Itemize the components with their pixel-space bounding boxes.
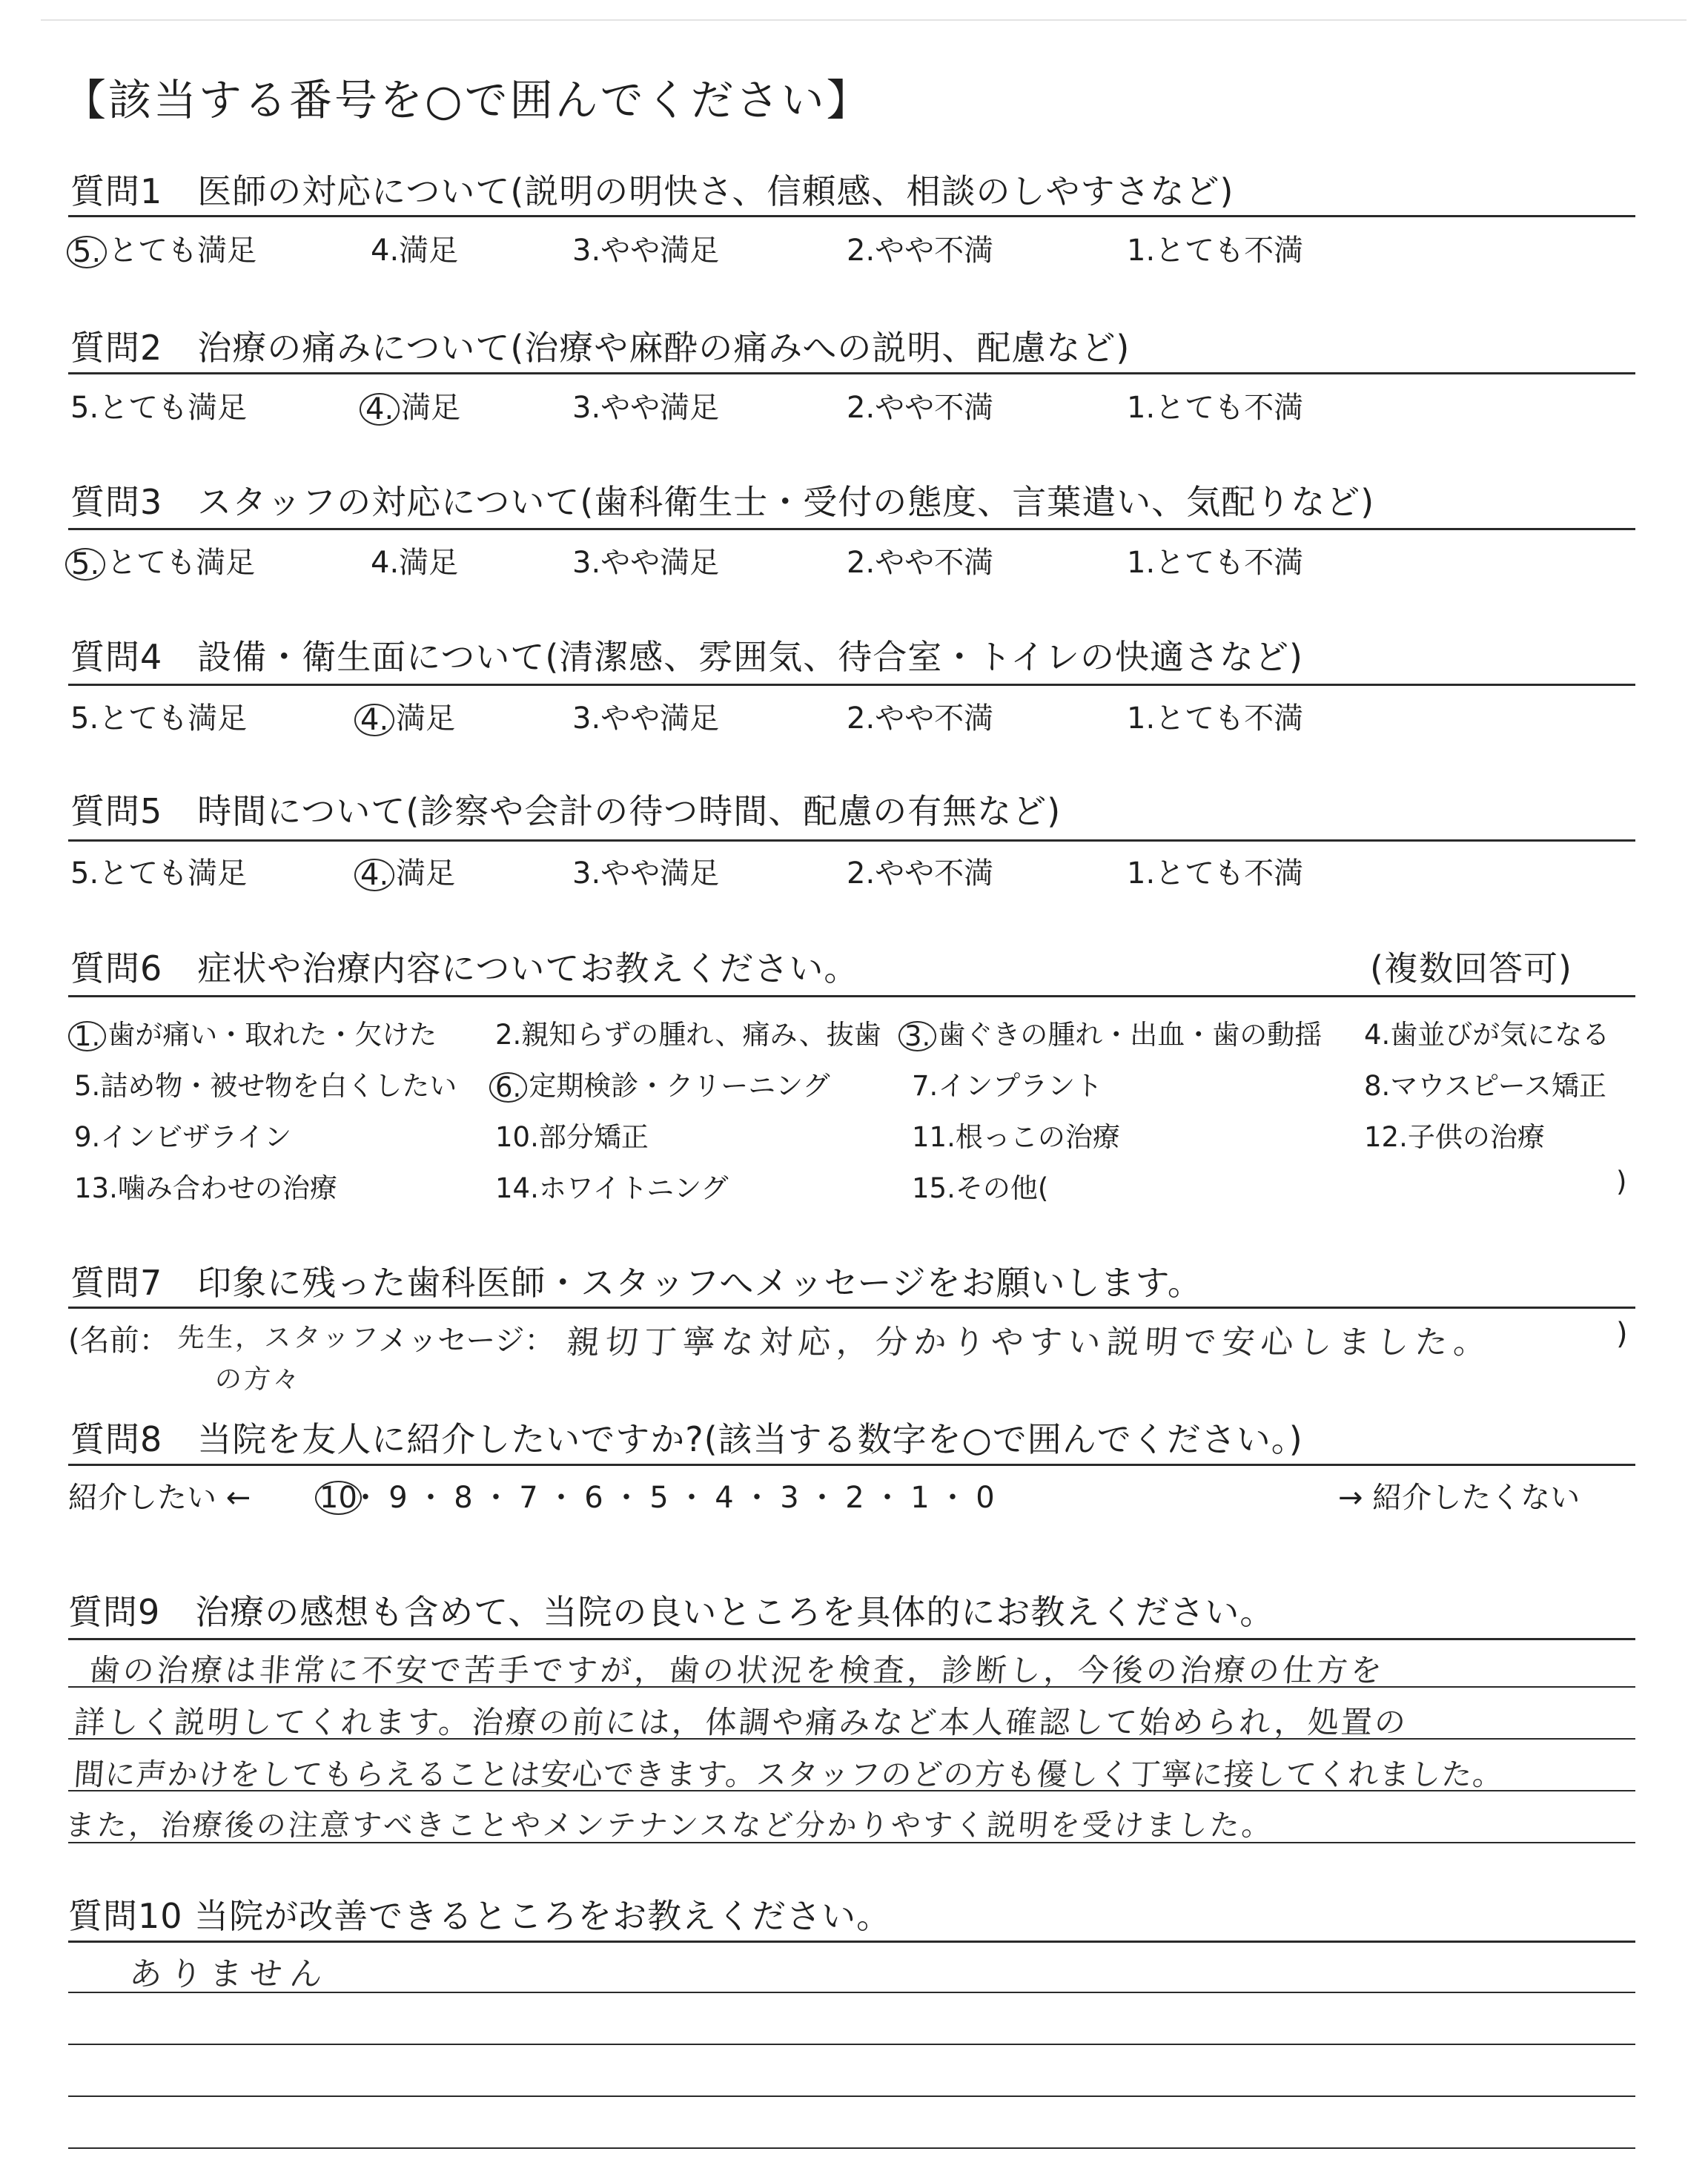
q6-item-8[interactable]: 8.マウスピース矯正 bbox=[1364, 1070, 1606, 1102]
q8-selected-mark: 10 bbox=[315, 1481, 362, 1515]
q1-option-5[interactable]: 5. とても満足 bbox=[67, 227, 256, 269]
q6-item-3-mark: 3. bbox=[898, 1021, 936, 1051]
q8-scale-6[interactable]: 6 bbox=[584, 1481, 603, 1515]
q4-option-3[interactable]: 3.やや満足 bbox=[572, 701, 720, 736]
q1-title: 質問1 医師の対応について(説明の明快さ、信頼感、相談のしやすさなど) bbox=[70, 171, 1234, 211]
q8-scale-10[interactable] bbox=[315, 1481, 357, 1515]
q8-scale-separator: ・ bbox=[807, 1481, 837, 1515]
q5-option-3[interactable]: 3.やや満足 bbox=[572, 856, 720, 891]
q6-item-1-mark: 1. bbox=[68, 1021, 106, 1051]
q8-scale-4[interactable]: 4 bbox=[715, 1481, 734, 1515]
q7-message-value[interactable]: 親切丁寧な対応，分かりやすい説明で安心しました。 bbox=[565, 1324, 1494, 1361]
q8-scale[interactable] bbox=[315, 1474, 1003, 1516]
q6-item-10[interactable]: 10.部分矯正 bbox=[495, 1121, 649, 1153]
q6-item-6[interactable]: 6. 定期検診・クリーニング bbox=[489, 1063, 830, 1103]
q8-scale-separator: ・ bbox=[351, 1481, 380, 1515]
q10-rule bbox=[68, 1941, 1635, 1943]
q10-rule-3 bbox=[68, 2095, 1635, 2097]
q3-option-2[interactable]: 2.やや不満 bbox=[847, 546, 994, 580]
q6-item-4[interactable]: 4.歯並びが気になる bbox=[1364, 1019, 1610, 1051]
q7-message-label: メッセージ： bbox=[378, 1324, 555, 1358]
q4-rule bbox=[68, 684, 1635, 686]
q9-line-4[interactable]: また，治療後の注意すべきことやメンテナンスなど分かりやすく説明を受けました。 bbox=[64, 1809, 1275, 1843]
q8-scale-7[interactable]: 7 bbox=[519, 1481, 538, 1515]
q7-close: ) bbox=[1616, 1317, 1628, 1351]
q8-left-label: 紹介したい ← bbox=[68, 1481, 251, 1515]
q10-rule-2 bbox=[68, 2044, 1635, 2045]
q8-scale-1[interactable]: 1 bbox=[910, 1481, 930, 1515]
q8-scale-separator: ・ bbox=[938, 1481, 967, 1515]
q3-rule bbox=[68, 528, 1635, 530]
q5-title: 質問5 時間について(診察や会計の待つ時間、配慮の有無など) bbox=[70, 791, 1062, 831]
q2-selected-mark: 4. bbox=[360, 393, 400, 426]
q6-multiple-note: (複数回答可) bbox=[1370, 948, 1572, 988]
q9-rule-2 bbox=[68, 1738, 1635, 1740]
q1-option-3[interactable]: 3.やや満足 bbox=[572, 234, 720, 268]
q9-rule-1 bbox=[68, 1686, 1635, 1688]
q4-option-5[interactable]: 5.とても満足 bbox=[70, 701, 248, 736]
q8-scale-separator: ・ bbox=[416, 1481, 446, 1515]
q6-item-12[interactable]: 12.子供の治療 bbox=[1364, 1121, 1545, 1153]
q8-scale-9[interactable]: 9 bbox=[388, 1481, 408, 1515]
q2-option-5[interactable]: 5.とても満足 bbox=[70, 391, 248, 425]
q10-title: 質問10 当院が改善できるところをお教えください。 bbox=[68, 1896, 892, 1936]
q7-rule bbox=[68, 1307, 1635, 1309]
q2-rule bbox=[68, 372, 1635, 374]
q8-scale-3[interactable]: 3 bbox=[780, 1481, 799, 1515]
q9-rule-4 bbox=[68, 1842, 1635, 1843]
q4-option-4[interactable]: 4. 満足 bbox=[354, 695, 455, 737]
q5-option-4[interactable]: 4. 満足 bbox=[354, 850, 455, 892]
q2-option-4[interactable]: 4. 満足 bbox=[360, 384, 460, 426]
q9-line-2[interactable]: 詳しく説明してくれます。治療の前には，体調や痛みなど本人確認して始められ，処置の bbox=[73, 1704, 1409, 1740]
q6-item-9[interactable]: 9.インビザライン bbox=[74, 1121, 292, 1153]
q4-title: 質問4 設備・衛生面について(清潔感、雰囲気、待合室・トイレの快適さなど) bbox=[70, 637, 1303, 677]
instruction-header: 【該当する番号を○で囲んでください】 bbox=[63, 75, 872, 125]
q4-selected-mark: 4. bbox=[354, 704, 394, 736]
q8-scale-separator: ・ bbox=[873, 1481, 902, 1515]
q10-answer[interactable]: ありません bbox=[128, 1955, 331, 1993]
q5-rule bbox=[68, 839, 1635, 842]
q9-line-3[interactable]: 間に声かけをしてもらえることは安心できます。スタッフのどの方も優しく丁寧に接してくれました。 bbox=[73, 1757, 1506, 1792]
q1-option-4[interactable]: 4.満足 bbox=[371, 234, 459, 268]
q8-scale-separator: ・ bbox=[742, 1481, 772, 1515]
q2-option-1[interactable]: 1.とても不満 bbox=[1127, 391, 1304, 425]
q4-option-1[interactable]: 1.とても不満 bbox=[1127, 701, 1304, 736]
q8-scale-separator: ・ bbox=[612, 1481, 641, 1515]
q10-rule-1 bbox=[68, 1992, 1635, 1993]
q2-option-2[interactable]: 2.やや不満 bbox=[847, 391, 994, 425]
q6-item-14[interactable]: 14.ホワイトニング bbox=[495, 1172, 729, 1204]
q10-rule-4 bbox=[68, 2147, 1635, 2149]
q1-option-1[interactable]: 1.とても不満 bbox=[1127, 234, 1304, 268]
q5-selected-mark: 4. bbox=[354, 859, 394, 891]
q9-rule bbox=[68, 1638, 1635, 1640]
q1-option-2[interactable]: 2.やや不満 bbox=[847, 234, 994, 268]
q6-other-close: ) bbox=[1616, 1166, 1627, 1198]
q6-item-6-mark: 6. bbox=[489, 1072, 527, 1103]
q8-scale-8[interactable]: 8 bbox=[454, 1481, 473, 1515]
q1-rule bbox=[68, 215, 1635, 217]
q8-scale-2[interactable]: 2 bbox=[845, 1481, 864, 1515]
q8-scale-0[interactable]: 0 bbox=[976, 1481, 995, 1515]
q7-title: 質問7 印象に残った歯科医師・スタッフへメッセージをお願いします。 bbox=[70, 1263, 1202, 1303]
q6-item-15[interactable]: 15.その他( bbox=[912, 1172, 1049, 1204]
q6-item-7[interactable]: 7.インプラント bbox=[912, 1070, 1103, 1102]
q1-selected-mark: 5. bbox=[67, 236, 107, 268]
q2-title: 質問2 治療の痛みについて(治療や麻酔の痛みへの説明、配慮など) bbox=[70, 328, 1131, 368]
q3-selected-mark: 5. bbox=[65, 548, 105, 581]
q8-scale-5[interactable]: 5 bbox=[649, 1481, 669, 1515]
q3-title: 質問3 スタッフの対応について(歯科衛生士・受付の態度、言葉遣い、気配りなど) bbox=[70, 482, 1375, 522]
q9-title: 質問9 治療の感想も含めて、当院の良いところを具体的にお教えください。 bbox=[68, 1592, 1275, 1632]
q6-item-1[interactable]: 1. 歯が痛い・取れた・欠けた bbox=[68, 1012, 437, 1052]
q6-item-3[interactable]: 3. 歯ぐきの腫れ・出血・歯の動揺 bbox=[898, 1012, 1322, 1052]
q5-option-5[interactable]: 5.とても満足 bbox=[70, 856, 248, 891]
q6-rule bbox=[68, 995, 1635, 997]
q5-option-1[interactable]: 1.とても不満 bbox=[1127, 856, 1304, 891]
q2-option-3[interactable]: 3.やや満足 bbox=[572, 391, 720, 425]
q3-option-5[interactable]: 5. とても満足 bbox=[65, 539, 255, 581]
top-edge-line bbox=[41, 19, 1687, 21]
q6-title: 質問6 症状や治療内容についてお教えください。 bbox=[70, 948, 859, 988]
q3-option-3[interactable]: 3.やや満足 bbox=[572, 546, 720, 580]
q5-option-2[interactable]: 2.やや不満 bbox=[847, 856, 994, 891]
q8-rule bbox=[68, 1464, 1635, 1466]
q7-name-value-line1[interactable]: 先生，スタッフ bbox=[176, 1323, 382, 1353]
q6-item-2[interactable]: 2.親知らずの腫れ、痛み、抜歯 bbox=[495, 1019, 881, 1051]
q6-item-5[interactable]: 5.詰め物・被せ物を白くしたい bbox=[74, 1070, 457, 1102]
q3-option-4[interactable]: 4.満足 bbox=[371, 546, 459, 580]
q7-name-value-line2[interactable]: の方々 bbox=[214, 1364, 303, 1395]
q8-scale-separator: ・ bbox=[546, 1481, 576, 1515]
q6-item-11[interactable]: 11.根っこの治療 bbox=[912, 1121, 1120, 1153]
q8-scale-separator: ・ bbox=[481, 1481, 511, 1515]
q6-item-13[interactable]: 13.噛み合わせの治療 bbox=[74, 1172, 337, 1204]
q8-right-label: → 紹介したくない bbox=[1338, 1481, 1580, 1515]
q4-option-2[interactable]: 2.やや不満 bbox=[847, 701, 994, 736]
q8-scale-separator: ・ bbox=[677, 1481, 706, 1515]
q9-rule-3 bbox=[68, 1790, 1635, 1791]
q8-title: 質問8 当院を友人に紹介したいですか?(該当する数字を○で囲んでください。) bbox=[70, 1419, 1303, 1459]
q7-name-label: (名前： bbox=[68, 1324, 169, 1358]
q9-line-1[interactable]: 歯の治療は非常に不安で苦手ですが，歯の状況を検査，診断し，今後の治療の仕方を bbox=[87, 1652, 1386, 1688]
q3-option-1[interactable]: 1.とても不満 bbox=[1127, 546, 1304, 580]
